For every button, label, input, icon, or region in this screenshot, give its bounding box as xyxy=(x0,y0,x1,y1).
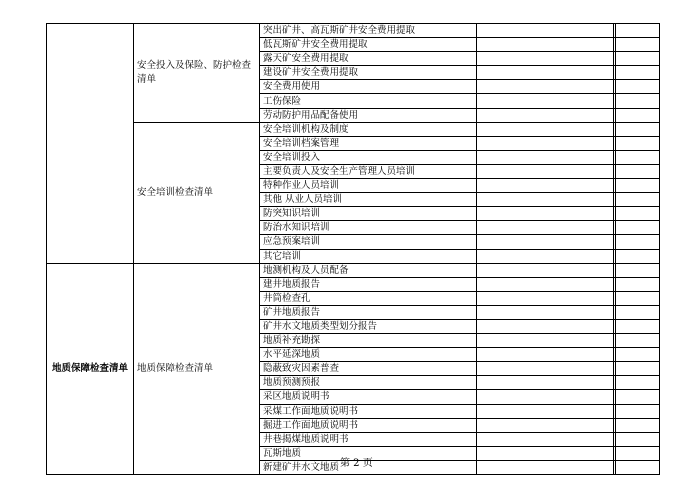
empty-cell xyxy=(616,249,660,263)
empty-cell xyxy=(477,94,614,108)
check-item-cell: 其他 从业人员培训 xyxy=(260,193,477,207)
empty-cell xyxy=(477,319,614,333)
empty-cell xyxy=(477,179,614,193)
check-item-cell: 露天矿安全费用提取 xyxy=(260,52,477,66)
empty-cell xyxy=(616,193,660,207)
check-item-cell: 主要负责人及安全生产管理人员培训 xyxy=(260,164,477,178)
empty-cell xyxy=(477,263,614,277)
empty-cell xyxy=(616,277,660,291)
empty-cell xyxy=(477,291,614,305)
subcategory-cell: 地质保障检查清单 xyxy=(134,263,260,474)
empty-cell xyxy=(616,108,660,122)
empty-cell xyxy=(616,263,660,277)
empty-cell xyxy=(477,418,614,432)
check-item-cell: 建设矿井安全费用提取 xyxy=(260,66,477,80)
empty-cell xyxy=(616,235,660,249)
empty-cell xyxy=(616,319,660,333)
check-item-cell: 低瓦斯矿井安全费用提取 xyxy=(260,38,477,52)
empty-cell xyxy=(477,193,614,207)
empty-cell xyxy=(477,80,614,94)
empty-cell xyxy=(616,207,660,221)
check-item-cell: 水平延深地质 xyxy=(260,348,477,362)
empty-cell xyxy=(477,446,614,460)
empty-cell xyxy=(616,334,660,348)
empty-cell xyxy=(616,122,660,136)
table-row xyxy=(47,24,660,38)
empty-cell xyxy=(616,24,660,38)
check-item-cell: 地质预测预报 xyxy=(260,376,477,390)
checklist-sheet xyxy=(46,23,653,475)
page-footer: 第 2 页 xyxy=(340,458,373,469)
empty-cell xyxy=(477,348,614,362)
empty-cell xyxy=(477,390,614,404)
empty-cell xyxy=(477,277,614,291)
check-item-cell: 特种作业人员培训 xyxy=(260,179,477,193)
check-item-cell: 井巷揭煤地质说明书 xyxy=(260,432,477,446)
table-row xyxy=(47,263,660,277)
check-item-cell: 安全费用使用 xyxy=(260,80,477,94)
empty-cell xyxy=(477,164,614,178)
check-item-cell: 防突知识培训 xyxy=(260,207,477,221)
check-item-cell: 安全培训投入 xyxy=(260,150,477,164)
empty-cell xyxy=(616,80,660,94)
empty-cell xyxy=(477,66,614,80)
table-row xyxy=(47,122,660,136)
subcategory-cell: 安全培训检查清单 xyxy=(134,122,260,263)
check-item-cell: 矿井水文地质类型划分报告 xyxy=(260,319,477,333)
empty-cell xyxy=(477,334,614,348)
empty-cell xyxy=(616,66,660,80)
empty-cell xyxy=(477,235,614,249)
empty-cell xyxy=(477,432,614,446)
empty-cell xyxy=(616,38,660,52)
empty-cell xyxy=(477,108,614,122)
empty-cell xyxy=(477,122,614,136)
empty-cell xyxy=(616,404,660,418)
check-item-cell: 新建矿井水文地质 xyxy=(260,460,477,474)
empty-cell xyxy=(616,432,660,446)
empty-cell xyxy=(477,207,614,221)
empty-cell xyxy=(616,348,660,362)
check-item-cell: 安全培训档案管理 xyxy=(260,136,477,150)
check-item-cell: 掘进工作面地质说明书 xyxy=(260,418,477,432)
check-item-cell: 其它培训 xyxy=(260,249,477,263)
empty-cell xyxy=(477,24,614,38)
check-item-cell: 采区地质说明书 xyxy=(260,390,477,404)
empty-cell xyxy=(477,249,614,263)
empty-cell xyxy=(616,390,660,404)
check-item-cell: 井筒检查孔 xyxy=(260,291,477,305)
check-item-cell: 隐蔽致灾因素普查 xyxy=(260,362,477,376)
category-cell: 地质保障检查清单 xyxy=(47,263,134,474)
empty-cell xyxy=(616,362,660,376)
check-item-cell: 瓦斯地质 xyxy=(260,446,477,460)
empty-cell xyxy=(477,150,614,164)
check-item-cell: 工伤保险 xyxy=(260,94,477,108)
empty-cell xyxy=(477,376,614,390)
empty-cell xyxy=(477,52,614,66)
empty-cell xyxy=(616,418,660,432)
empty-cell xyxy=(616,446,660,460)
empty-cell xyxy=(477,404,614,418)
empty-cell xyxy=(616,376,660,390)
empty-cell xyxy=(477,460,614,474)
empty-cell xyxy=(616,221,660,235)
category-cell xyxy=(47,24,134,264)
empty-cell xyxy=(477,305,614,319)
empty-cell xyxy=(477,38,614,52)
empty-cell xyxy=(477,362,614,376)
empty-cell xyxy=(616,460,660,474)
empty-cell xyxy=(616,136,660,150)
check-item-cell: 应急预案培训 xyxy=(260,235,477,249)
check-item-cell: 劳动防护用品配备使用 xyxy=(260,108,477,122)
empty-cell xyxy=(616,305,660,319)
empty-cell xyxy=(477,136,614,150)
empty-cell xyxy=(616,94,660,108)
empty-cell xyxy=(616,164,660,178)
check-item-cell: 突出矿井、高瓦斯矿井安全费用提取 xyxy=(260,24,477,38)
empty-cell xyxy=(616,179,660,193)
check-item-cell: 安全培训机构及制度 xyxy=(260,122,477,136)
empty-cell xyxy=(616,150,660,164)
check-item-cell: 建井地质报告 xyxy=(260,277,477,291)
check-item-cell: 地质补充勘探 xyxy=(260,334,477,348)
empty-cell xyxy=(616,52,660,66)
checklist-table xyxy=(46,23,660,475)
check-item-cell: 采煤工作面地质说明书 xyxy=(260,404,477,418)
empty-cell xyxy=(477,221,614,235)
empty-cell xyxy=(616,291,660,305)
subcategory-cell: 安全投入及保险、防护检查清单 xyxy=(134,24,260,123)
check-item-cell: 地测机构及人员配备 xyxy=(260,263,477,277)
check-item-cell: 防治水知识培训 xyxy=(260,221,477,235)
check-item-cell: 矿井地质报告 xyxy=(260,305,477,319)
